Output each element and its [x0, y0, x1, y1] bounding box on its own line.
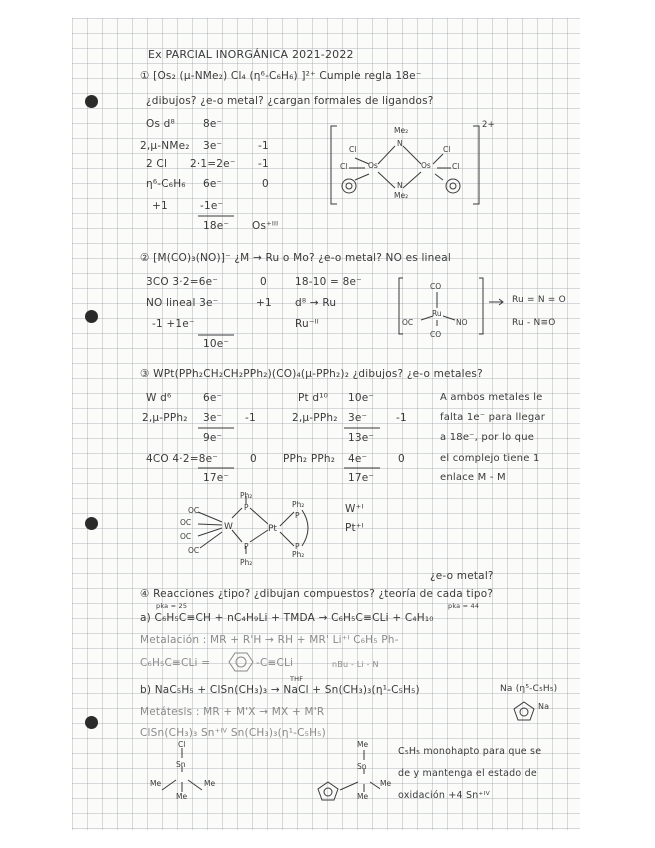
q2-row: 3CO 3·2=6e⁻ [146, 276, 218, 288]
q2-row: 0 [260, 276, 267, 288]
q4-note-line: oxidación +4 Sn⁺ᴵⱽ [398, 790, 490, 801]
q3-left-subtotal: 9e⁻ [203, 432, 223, 444]
q1-sum-line [196, 214, 236, 218]
q3-atom-w: W [224, 522, 233, 532]
q2-header: ② [M(CO)₃(NO)]⁻ ¿M → Ru o Mo? ¿e-o metal? NO es lineal [140, 252, 451, 264]
q1-row: 0 [262, 178, 269, 190]
q1-row: 2·1=2e⁻ [190, 158, 236, 170]
q3-left-sum-line [196, 466, 236, 470]
q3-atom-pt: Pt [268, 524, 277, 534]
q1-atom-n-top: N [397, 139, 403, 148]
q1-row: 2,μ-NMe₂ [140, 140, 190, 152]
q1-atom-cl: Cl [452, 162, 460, 171]
q2-atom-no: NO [456, 318, 468, 327]
q4-b-na-label: Na [538, 702, 550, 711]
q3-atom-oc: OC [188, 546, 200, 555]
q4-a-type: Metalación : MR + R'H → RH + MR' Li⁺ᴵ C₆H₅ Ph- [140, 634, 399, 646]
q3-atom-ph2: Ph₂ [240, 491, 253, 500]
q2-total: 10e⁻ [203, 338, 230, 350]
q2-sum-line [196, 333, 236, 337]
q3-mid-row: 3e⁻ [348, 412, 368, 424]
q2-atom-oc: OC [402, 318, 414, 327]
q4-header: ④ Reacciones ¿tipo? ¿dibujan compuestos? ¿teoría de cada tipo? [140, 588, 494, 600]
q1-question: ¿dibujos? ¿e-o metal? ¿cargan formales de ligandos? [146, 95, 434, 107]
q4-atom-me: Me [176, 792, 188, 801]
q3-atom-p: P [295, 511, 300, 520]
q4-atom-me: Me [150, 779, 162, 788]
q1-oxidation-state: Os⁺ᴵᴵᴵ [252, 220, 279, 232]
q3-left-sum-line [196, 426, 236, 430]
q2-row: -1 +1e⁻ [152, 318, 195, 330]
q3-mid-sum-line [342, 466, 382, 470]
q3-left-row: -1 [245, 412, 256, 424]
q2-atom-ru: Ru [432, 309, 442, 318]
q1-atom-n-bottom: N [397, 181, 403, 190]
q4-atom-me: Me [204, 779, 216, 788]
q4-b-na-complex: Na (η⁵-C₅H₅) [500, 684, 558, 694]
q1-atom-nme2-bottom: Me₂ [394, 191, 409, 200]
q3-atom-p: P [244, 542, 249, 551]
q3-mid-row: Pt d¹⁰ [298, 392, 329, 404]
q1-row: +1 [152, 200, 168, 212]
q3-note-line: el complejo tiene 1 [440, 453, 540, 464]
q4-a-product: C₆H₅C≡CLi = [140, 657, 211, 669]
q3-left-total: 17e⁻ [203, 472, 230, 484]
q3-left-row: 6e⁻ [203, 392, 223, 404]
q1-row: η⁶-C₆H₆ [146, 178, 186, 190]
q3-atom-oc: OC [188, 506, 200, 515]
q1-row: -1 [258, 158, 269, 170]
q3-note-line: a 18e⁻, por lo que [440, 432, 535, 443]
q1-atom-os-left: Os [368, 161, 378, 170]
q3-question: ¿e-o metal? [430, 570, 494, 582]
q4-b-cp-ring [512, 700, 536, 722]
q4-a-product-2: -C≡CLi [256, 657, 294, 669]
q1-atom-cl: Cl [340, 162, 348, 171]
q2-arrow-item: Ru = N = O [512, 295, 566, 305]
q4-atom-sn: Sn [357, 762, 367, 771]
q3-left-row: 3e⁻ [203, 412, 223, 424]
q3-structure [178, 490, 328, 575]
q1-row: 6e⁻ [203, 178, 223, 190]
q3-atom-ph2: Ph₂ [292, 550, 305, 559]
q2-row: 18-10 = 8e⁻ [295, 276, 362, 288]
q2-row: d⁸ → Ru [295, 297, 337, 309]
q4-atom-me: Me [380, 779, 392, 788]
q2-atom-co-top: CO [430, 282, 442, 291]
q3-mid-row: 4e⁻ [348, 453, 368, 465]
q4-b-conditions: THF [290, 675, 304, 683]
q3-mid-row: 0 [398, 453, 405, 465]
q3-atom-oc: OC [180, 518, 192, 527]
q2-row: +1 [256, 297, 272, 309]
q3-ox-pt: Pt⁺ᴵ [345, 522, 364, 534]
q2-structure [395, 272, 510, 340]
q1-atom-nme2: Me₂ [394, 126, 409, 135]
q1-atom-cl: Cl [443, 145, 451, 154]
q1-header: ① [Os₂ (μ-NMe₂) Cl₄ (η⁶-C₆H₆) ]²⁺ Cumple regla 18e⁻ [140, 70, 422, 82]
q4-atom-me: Me [357, 792, 369, 801]
q1-row: 3e⁻ [203, 140, 223, 152]
q3-note-line: falta 1e⁻ para llegar [440, 412, 546, 423]
q3-left-row: W d⁶ [146, 392, 172, 404]
q3-left-row: 0 [250, 453, 257, 465]
q4-pka-b: pka = 44 [448, 602, 480, 610]
q4-b-sub: ClSn(CH₃)₃ Sn⁺ᴵⱽ Sn(CH₃)₃(η¹-C₅H₅) [140, 727, 326, 739]
q4-b-equation: b) NaC₅H₅ + ClSn(CH₃)₃ → NaCl + Sn(CH₃)₃(η¹-C₅H₅) [140, 684, 420, 696]
q4-pka-a: pka = 25 [156, 602, 188, 610]
q4-note-line: de y mantenga el estado de [398, 768, 537, 779]
q3-note-line: A ambos metales le [440, 392, 543, 403]
q1-row: 8e⁻ [203, 118, 223, 130]
q3-ox-w: W⁺ᴵ [345, 503, 364, 515]
q1-charge: 2+ [482, 120, 495, 130]
binder-hole [85, 95, 98, 108]
q3-note-line: enlace M - M [440, 472, 506, 483]
q1-row: -1e⁻ [200, 200, 224, 212]
q2-row: Ru⁻ᴵᴵ [295, 318, 319, 330]
q3-mid-row: -1 [396, 412, 407, 424]
q3-atom-p: P [295, 542, 300, 551]
q4-atom-me: Me [357, 740, 369, 749]
q1-total: 18e⁻ [203, 220, 230, 232]
q1-row: -1 [258, 140, 269, 152]
q4-note-line: C₅H₅ monohapto para que se [398, 746, 542, 757]
q3-left-row: 4CO 4·2=8e⁻ [146, 453, 218, 465]
q3-atom-p: P [244, 503, 249, 512]
q3-mid-subtotal: 13e⁻ [348, 432, 375, 444]
q1-atom-os-right: Os [421, 161, 431, 170]
q3-mid-total: 17e⁻ [348, 472, 375, 484]
q4-atom-sn: Sn [176, 760, 186, 769]
binder-hole [85, 716, 98, 729]
q3-header: ③ WPt(PPh₂CH₂CH₂PPh₂)(CO)₄(μ-PPh₂)₂ ¿dibujos? ¿e-o metales? [140, 368, 483, 380]
q4-a-equation: a) C₆H₅C≡CH + nC₄H₉Li + TMDA → C₆H₅C≡CLi + C₄H₁₀ [140, 612, 434, 624]
q4-a-side: nBu - Li - N [332, 660, 379, 669]
q3-mid-row: 10e⁻ [348, 392, 375, 404]
q3-atom-ph2: Ph₂ [240, 558, 253, 567]
q1-row: 2 Cl [146, 158, 168, 170]
q4-b-type: Metátesis : MR + M'X → MX + M'R [140, 706, 325, 718]
q4-a-phenyl-ring [226, 650, 256, 674]
q2-arrow-item: Ru - N≡O [512, 318, 556, 328]
q3-left-row: 2,μ-PPh₂ [142, 412, 188, 424]
q4-atom-cl: Cl [178, 740, 186, 749]
q3-atom-ph2: Ph₂ [292, 500, 305, 509]
q4-b-cp-ring-2 [316, 780, 340, 802]
q3-mid-row: PPh₂ PPh₂ [283, 453, 336, 465]
q2-row: NO lineal 3e⁻ [146, 297, 219, 309]
binder-hole [85, 517, 98, 530]
q3-atom-oc: OC [180, 532, 192, 541]
q1-atom-cl: Cl [349, 145, 357, 154]
q3-mid-sum-line [342, 426, 382, 430]
q3-mid-row: 2,μ-PPh₂ [292, 412, 338, 424]
q1-row: Os d⁸ [146, 118, 175, 130]
binder-hole [85, 310, 98, 323]
page-title: Ex PARCIAL INORGÁNICA 2021-2022 [148, 48, 354, 61]
q2-atom-co-bottom: CO [430, 330, 442, 339]
